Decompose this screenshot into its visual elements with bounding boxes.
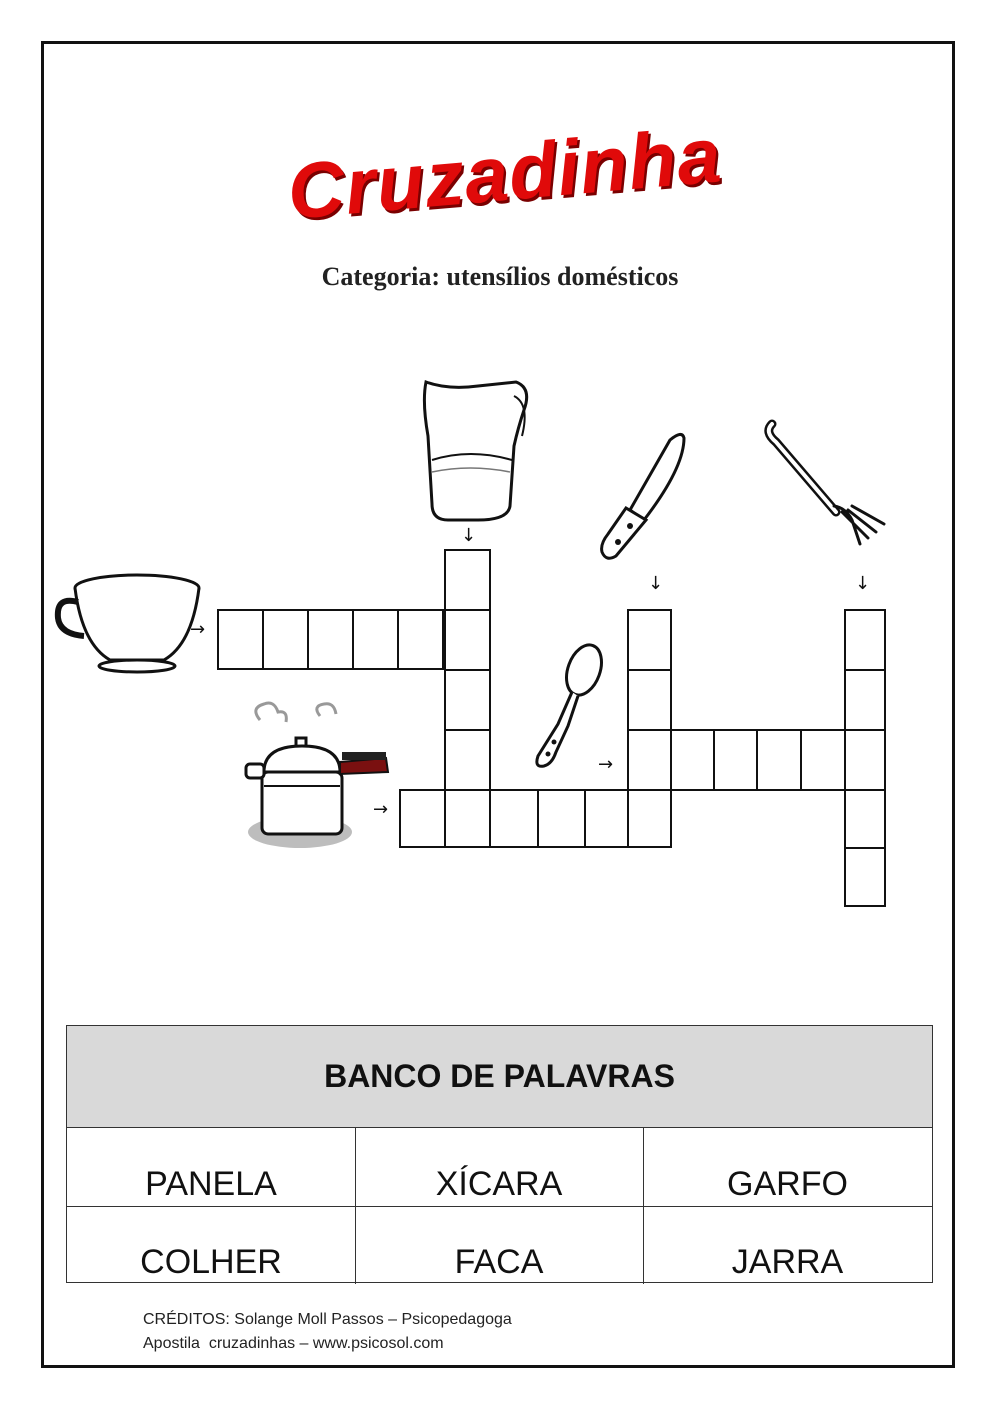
page-title: Cruzadinha bbox=[284, 110, 725, 236]
crossword-cell[interactable] bbox=[627, 789, 672, 848]
crossword-cell[interactable] bbox=[444, 789, 491, 848]
arrow-right-icon: → bbox=[373, 799, 389, 820]
crossword-cell[interactable] bbox=[584, 789, 629, 848]
pitcher-icon bbox=[418, 376, 534, 524]
arrow-down-icon: ↓ bbox=[461, 525, 477, 546]
cup-icon bbox=[52, 566, 202, 680]
word-bank-word: COLHER bbox=[140, 1243, 282, 1281]
word-bank-table bbox=[66, 1025, 933, 1283]
crossword-cell[interactable] bbox=[352, 609, 399, 670]
crossword-cell[interactable] bbox=[397, 609, 444, 670]
crossword-cell[interactable] bbox=[756, 729, 802, 791]
crossword-cell[interactable] bbox=[713, 729, 758, 791]
credits bbox=[143, 1308, 512, 1356]
crossword-cell[interactable] bbox=[399, 789, 446, 848]
crossword-cell[interactable] bbox=[217, 609, 264, 670]
crossword-cell[interactable] bbox=[627, 729, 672, 791]
crossword-cell[interactable] bbox=[627, 609, 672, 671]
arrow-right-icon: → bbox=[190, 619, 206, 640]
crossword-cell[interactable] bbox=[444, 609, 491, 671]
word-bank-word: PANELA bbox=[145, 1165, 277, 1203]
arrow-down-icon: ↓ bbox=[855, 573, 871, 594]
crossword-cell[interactable] bbox=[844, 789, 886, 849]
crossword-cell[interactable] bbox=[262, 609, 309, 670]
credits-line: Apostila cruzadinhas – www.psicosol.com bbox=[143, 1335, 444, 1352]
crossword-cell[interactable] bbox=[844, 729, 886, 791]
crossword-cell[interactable] bbox=[444, 669, 491, 731]
arrow-down-icon: ↓ bbox=[648, 573, 664, 594]
crossword-cell[interactable] bbox=[537, 789, 586, 848]
crossword-cell[interactable] bbox=[444, 549, 491, 611]
word-bank-word: JARRA bbox=[731, 1243, 844, 1281]
spoon-icon bbox=[528, 642, 608, 772]
word-bank-word: XÍCARA bbox=[435, 1165, 563, 1203]
crossword-cell[interactable] bbox=[489, 789, 539, 848]
fork-icon bbox=[764, 416, 892, 550]
crossword-cell[interactable] bbox=[800, 729, 846, 791]
credits-line: CRÉDITOS: Solange Moll Passos – Psicopedagoga bbox=[143, 1311, 512, 1328]
crossword-cell[interactable] bbox=[670, 729, 715, 791]
word-bank-word: GARFO bbox=[727, 1165, 848, 1203]
crossword-cell[interactable] bbox=[844, 669, 886, 731]
page-subtitle: Categoria: utensílios domésticos bbox=[321, 262, 679, 291]
crossword-cell[interactable] bbox=[844, 847, 886, 907]
crossword-cell[interactable] bbox=[307, 609, 354, 670]
crossword-cell[interactable] bbox=[444, 729, 491, 791]
crossword-cell[interactable] bbox=[627, 669, 672, 731]
pressure-cooker-icon bbox=[240, 700, 400, 860]
word-bank-heading: BANCO DE PALAVRAS bbox=[67, 1026, 932, 1128]
word-bank-word: FACA bbox=[454, 1243, 544, 1281]
arrow-right-icon: → bbox=[598, 754, 614, 775]
crossword-cell[interactable] bbox=[844, 609, 886, 671]
knife-icon bbox=[596, 428, 690, 562]
